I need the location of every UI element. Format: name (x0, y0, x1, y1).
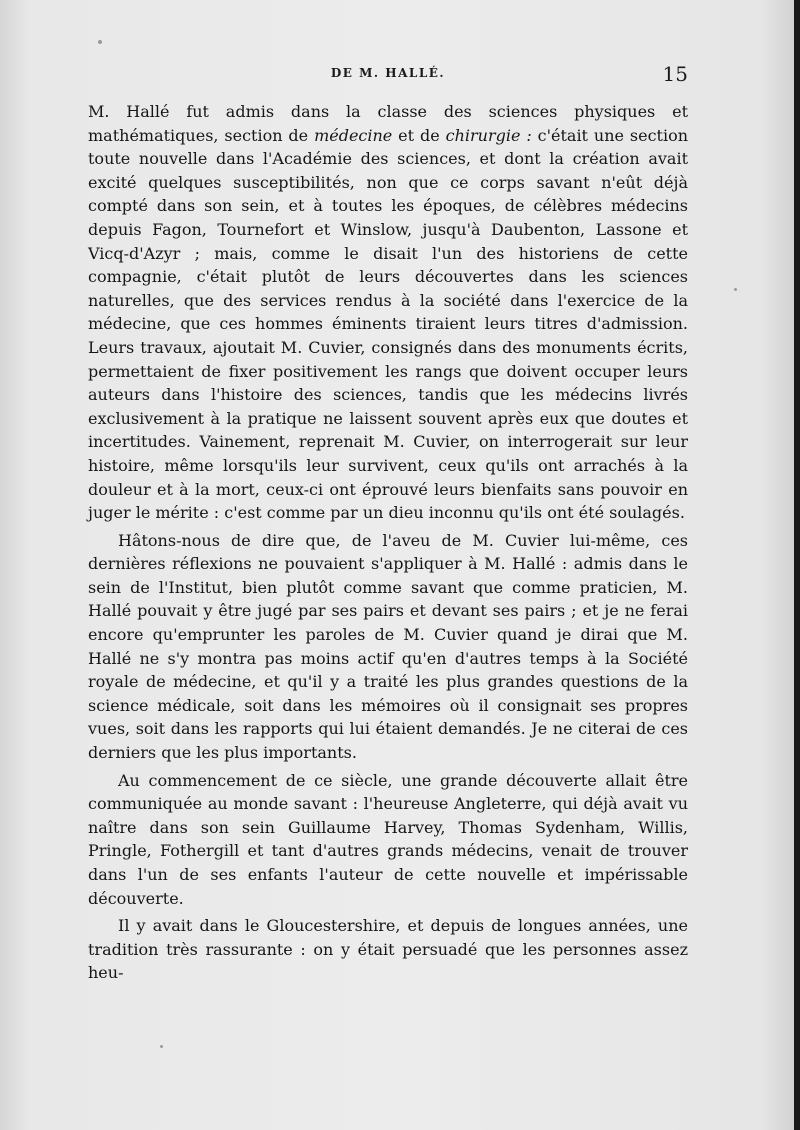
paragraph: Au commencement de ce siècle, une grande découverte allait être communiquée au monde savant : l'heureuse Angleterre, qui déjà avait vu naître dans son sein Guillaume Harvey, Thomas Sydenham, Willis, Pringle, Fothergill et tant d'autres grands médecins, venait de trouver dans l'un de ses enfants l'auteur de cette nouvelle et impérissable découverte. (88, 770, 688, 908)
paper-speck (160, 1045, 163, 1048)
page-number: 15 (662, 62, 688, 86)
paragraph (88, 100, 688, 525)
running-head: DE M. HALLÉ. (330, 66, 446, 80)
text-run: c'était une section toute nouvelle dans l'Académie des sciences, et dont la création avait excité quelques susceptibilités, non que ce corps savant n'eût déjà compté dans son sein, et à toutes les époques, de célèbres médecins depuis Fagon, Tournefort et Winslow, jusqu'à Daubenton, Lassone et Vicq-d'Azyr ; mais, comme le disait l'un des historiens de cette compagnie, c'était plutôt de leurs découvertes dans les sciences naturelles, que des services rendus à la société dans l'exercice de la médecine, que ces hommes éminents tiraient leurs titres d'admission. Leurs travaux, ajoutait M. Cuvier, consignés dans des monuments écrits, permettaient de fixer positivement les rangs que doivent occuper leurs auteurs dans l'histoire des sciences, tandis que les médecins livrés exclusivement à la pratique ne laissent souvent après eux que doutes et incertitudes. Vainement, reprenait M. Cuvier, on interrogerait sur leur histoire, même lorsqu'ils leur survivent, ceux qu'ils ont arrachés à la douleur et à la mort, ceux-ci ont éprouvé leurs bienfaits sans pouvoir en juger le mérite : c'est comme par un dieu inconnu qu'ils ont été soulagés. (88, 125, 689, 523)
paragraph: Hâtons-nous de dire que, de l'aveu de M. Cuvier lui-même, ces dernières réflexions ne pouvaient s'appliquer à M. Hallé : admis dans le sein de l'Institut, bien plutôt comme savant que comme praticien, M. Hallé pouvait y être jugé par ses pairs et devant ses pairs ; et je ne ferai encore qu'emprunter les paroles de M. Cuvier quand je dirai que M. Hallé ne s'y montra pas moins actif qu'en d'autres temps à la Société royale de médecine, et qu'il y a traité les plus grandes questions de la science médicale, soit dans les mémoires où il consignait ses propres vues, soit dans les rapports qui lui étaient demandés. Je ne citerai de ces derniers que les plus importants. (88, 530, 688, 763)
page-header (88, 62, 688, 90)
paper-speck (734, 288, 737, 291)
italic-text: chirurgie : (445, 125, 532, 145)
body-text (88, 100, 688, 985)
text-run: M. Hallé fut admis dans la classe des sciences physiques et mathématiques, section de (88, 102, 688, 145)
paragraph: Il y avait dans le Gloucestershire, et depuis de longues années, une tradition très rassurante : on y était persuadé que les personnes assez heu- (88, 916, 688, 983)
text-run: et de (392, 125, 446, 145)
italic-text: médecine (314, 125, 393, 145)
paper-speck (98, 40, 102, 44)
